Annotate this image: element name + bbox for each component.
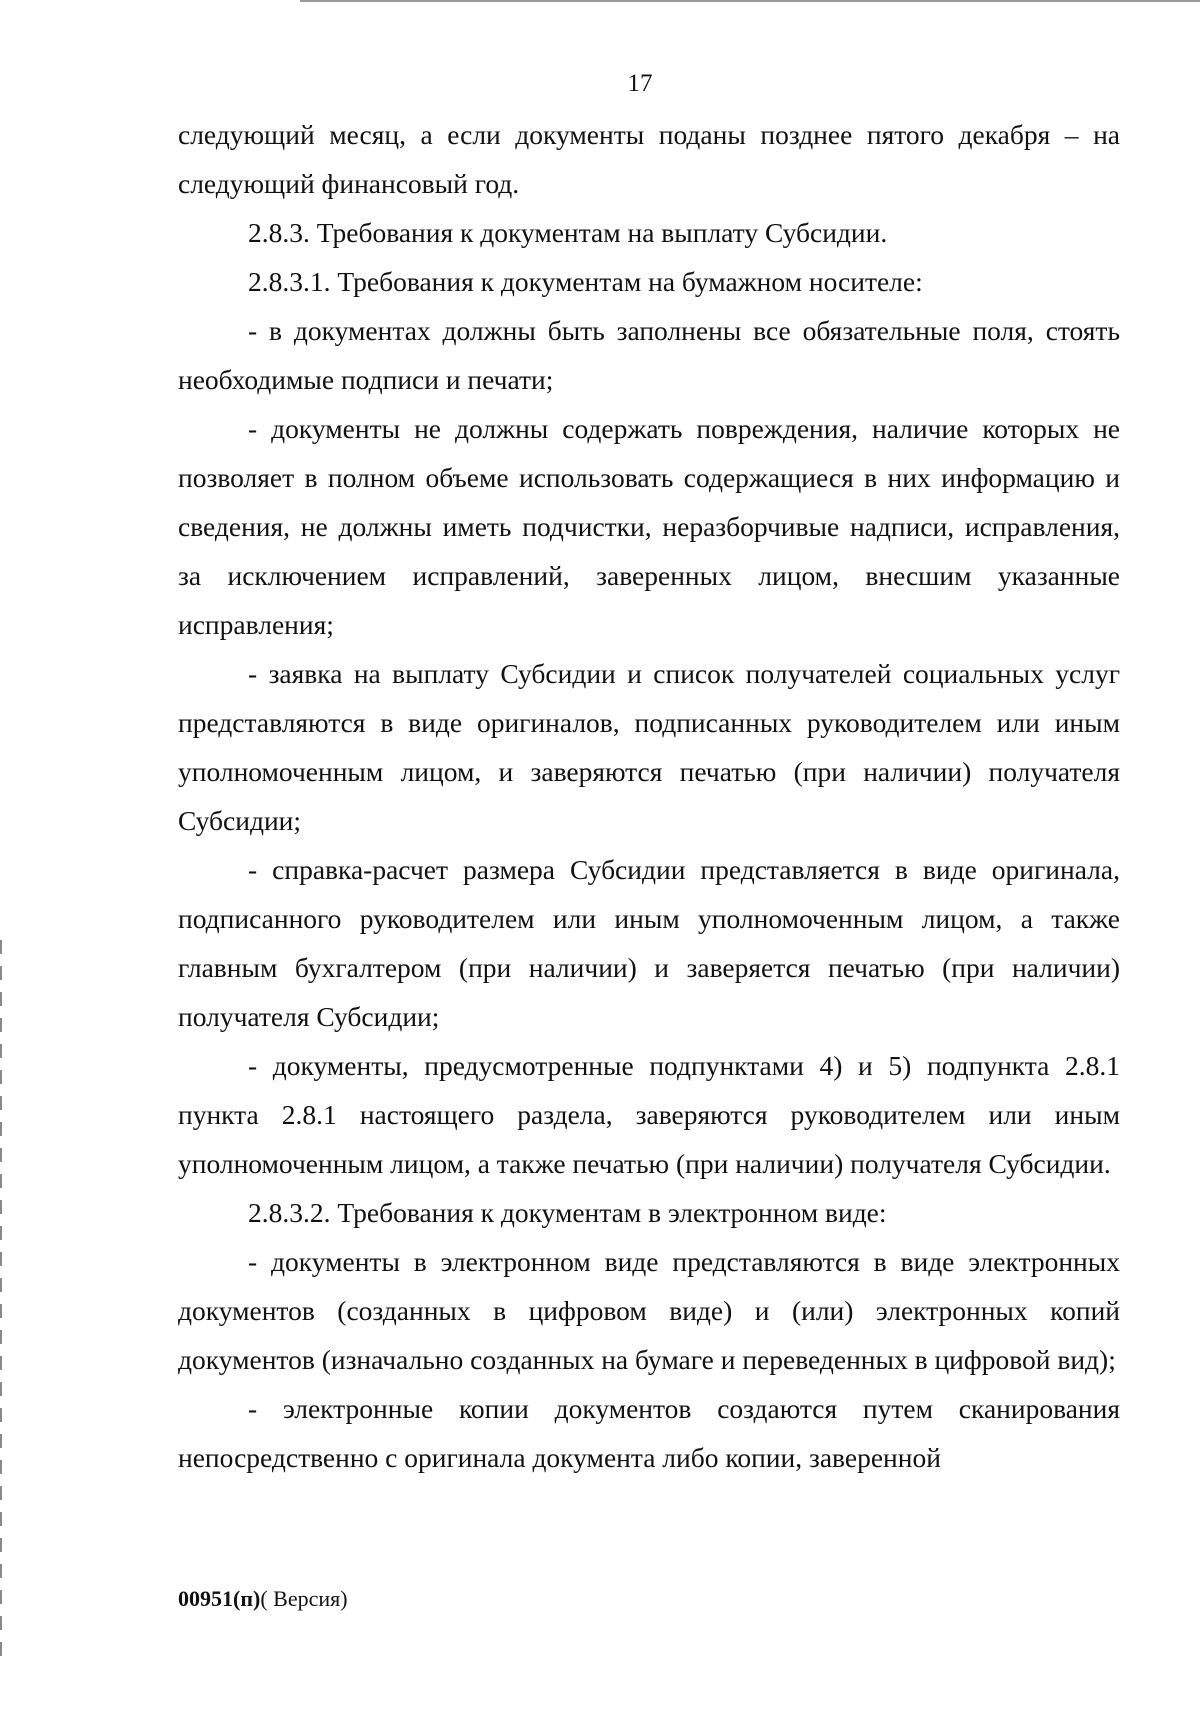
scan-left-edge: [0, 940, 2, 1660]
paragraph: - документы не должны содержать повреждения, наличие которых не позволяет в полном объеме использовать содержащиеся в них информацию и сведения, не должны иметь подчистки, неразборчивые надписи, исправления, за исключением исправлений, заверенных лицом, внесшим указанные исправления;: [178, 413, 1120, 640]
paragraph: 2.8.3.1. Требования к документам на бумажном носителе:: [248, 266, 923, 297]
paragraph: 2.8.3. Требования к документам на выплату Субсидии.: [248, 217, 888, 248]
document-code: 00951(п): [178, 1586, 261, 1611]
document-body: [178, 110, 1120, 1482]
scan-top-edge: [300, 0, 1200, 2]
paragraph: - документы, предусмотренные подпунктами 4) и 5) подпункта 2.8.1 пункта 2.8.1 настоящего раздела, заверяются руководителем или иным уполномоченным лицом, а также печатью (при наличии) получателя Субсидии.: [178, 1050, 1120, 1179]
paragraph: - электронные копии документов создаются путем сканирования непосредственно с оригинала документа либо копии, заверенной: [178, 1393, 1120, 1473]
paragraph: - заявка на выплату Субсидии и список получателей социальных услуг представляются в виде оригиналов, подписанных руководителем или иным уполномоченным лицом, и заверяются печатью (при наличии) получателя Субсидии;: [178, 658, 1120, 836]
paragraph: - документы в электронном виде представляются в виде электронных документов (созданных в цифровом виде) и (или) электронных копий документов (изначально созданных на бумаге и переведенных в цифровой вид);: [178, 1246, 1120, 1375]
paragraph: следующий месяц, а если документы поданы позднее пятого декабря – на следующий финансовый год.: [178, 119, 1120, 199]
paragraph: 2.8.3.2. Требования к документам в электронном виде:: [248, 1197, 887, 1228]
document-version: ( Версия): [260, 1586, 348, 1611]
paragraph: - справка-расчет размера Субсидии представляется в виде оригинала, подписанного руководителем или иным уполномоченным лицом, а также главным бухгалтером (при наличии) и заверяется печатью (при наличии) получателя Субсидии;: [178, 854, 1120, 1032]
page-number: 17: [627, 70, 653, 97]
paragraph: - в документах должны быть заполнены все обязательные поля, стоять необходимые подписи и печати;: [178, 315, 1120, 395]
document-footer: [178, 1586, 348, 1612]
